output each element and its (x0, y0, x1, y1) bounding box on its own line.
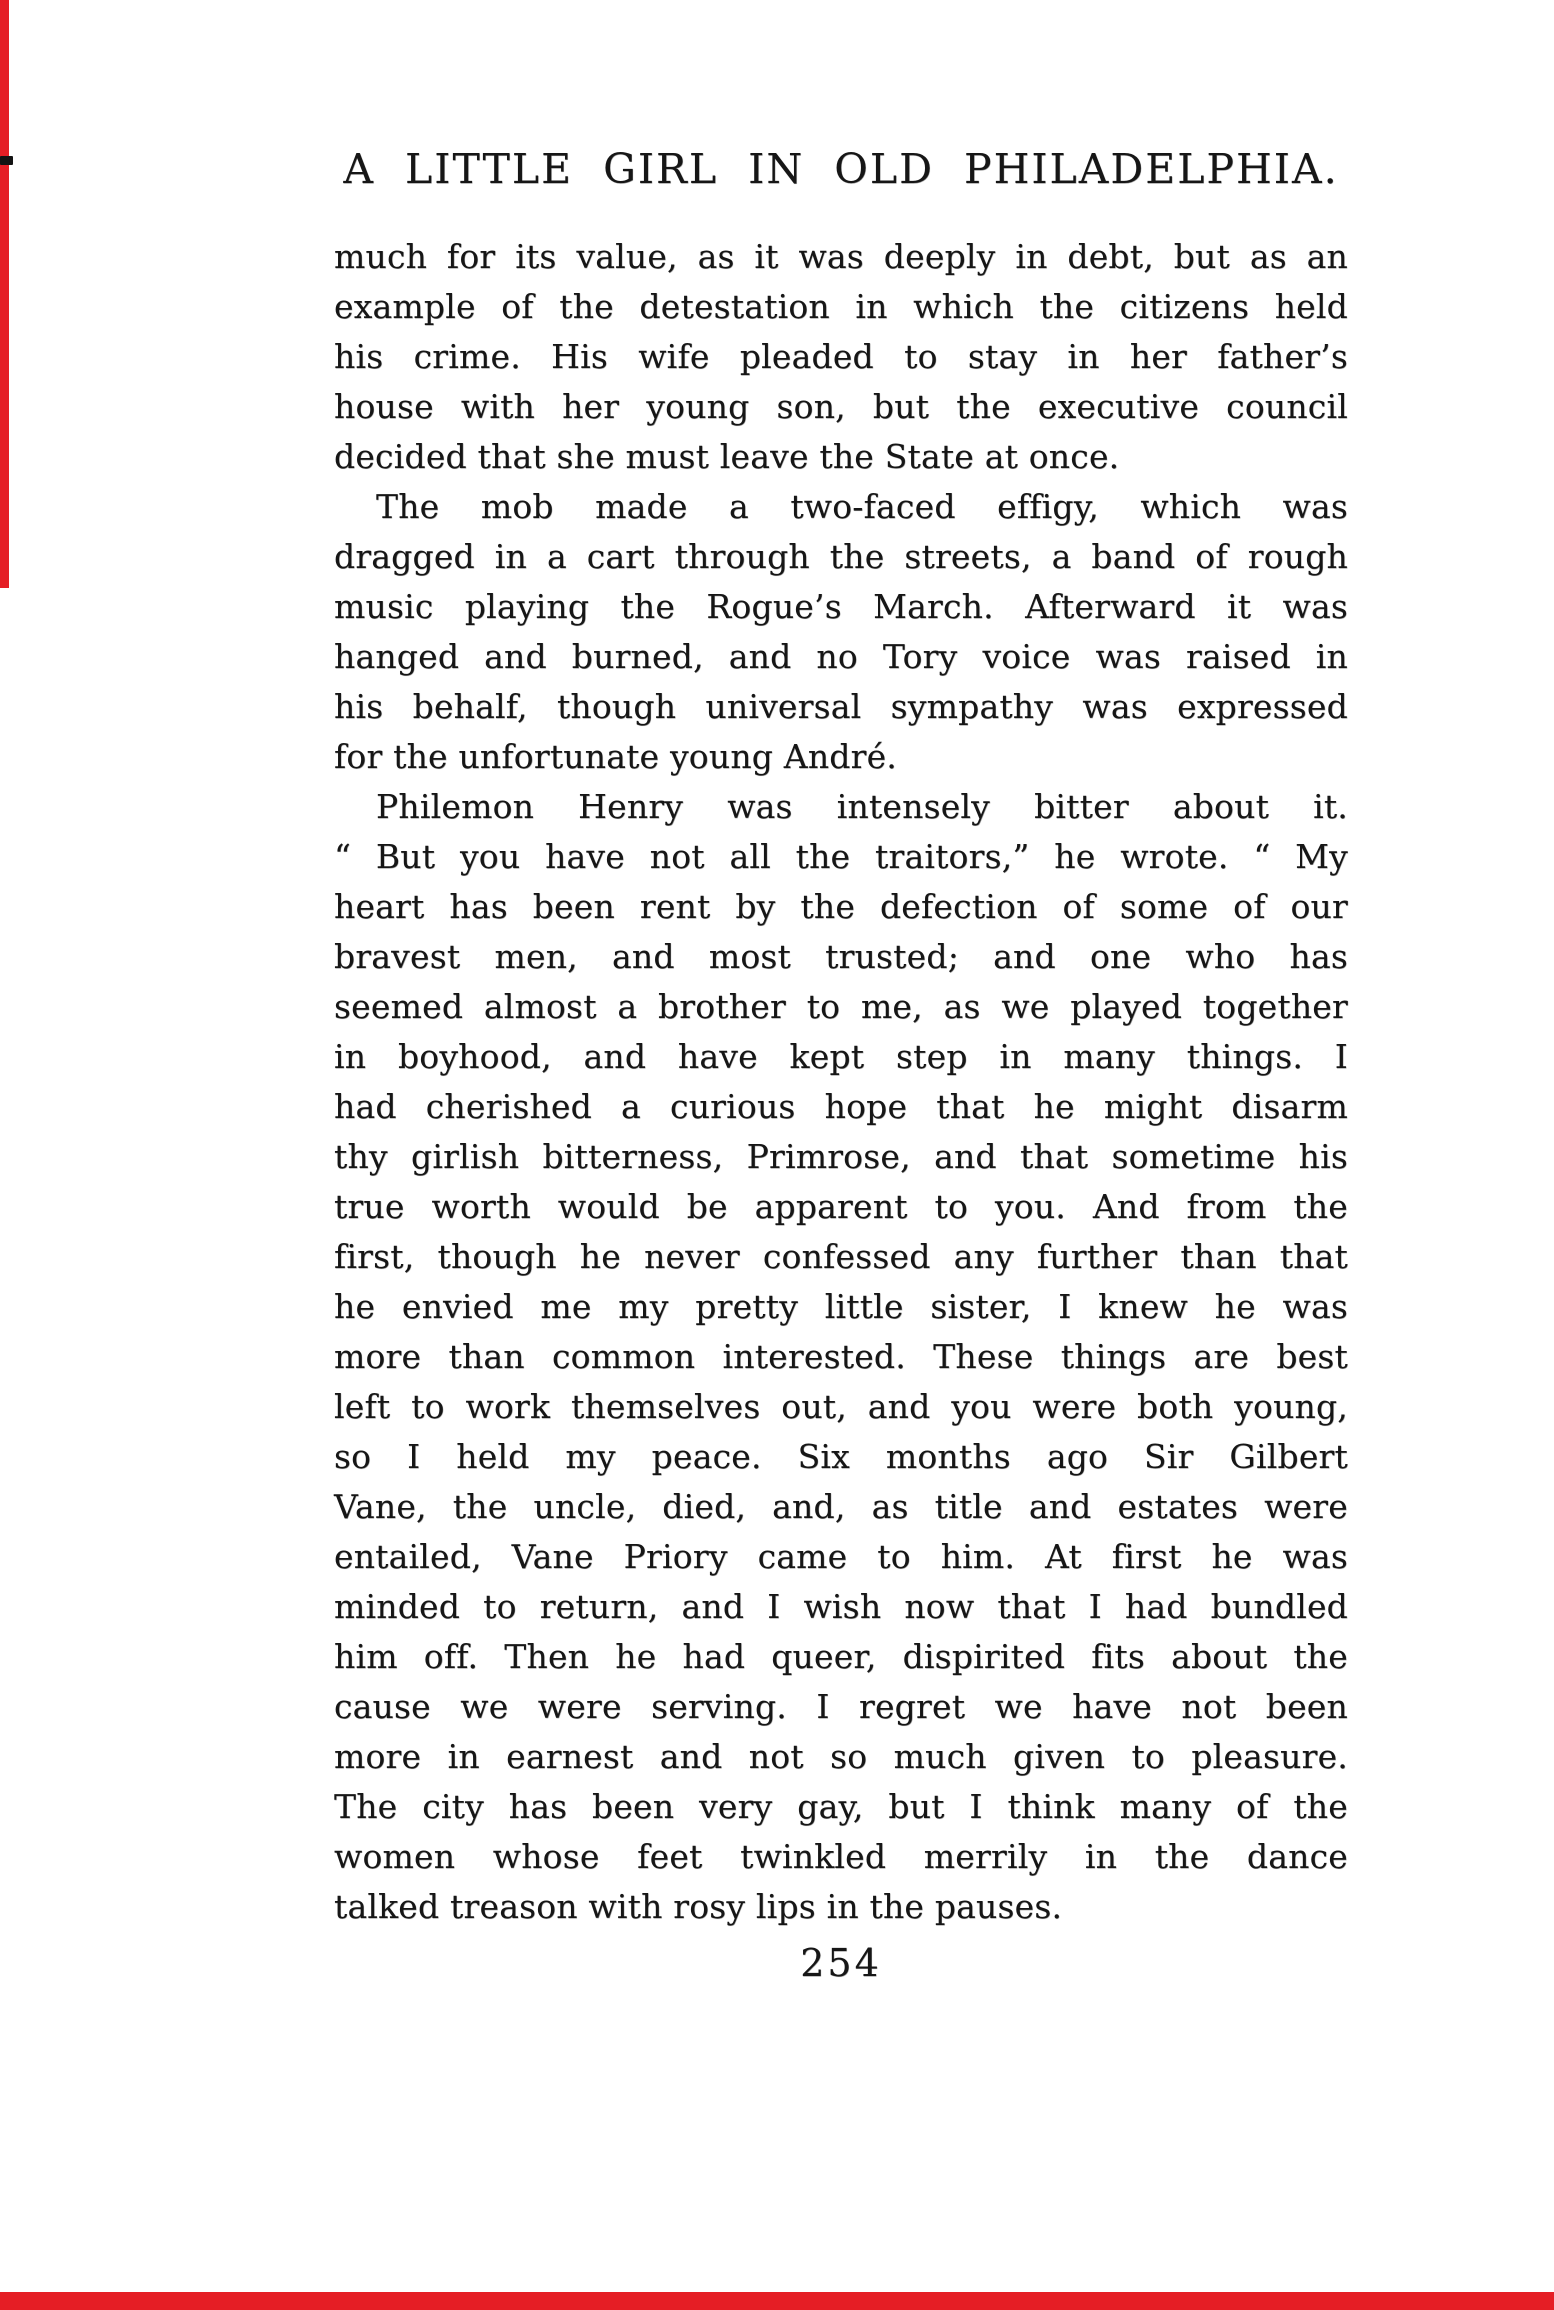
text-line: hanged and burned, and no Tory voice was raised in (334, 637, 1348, 676)
text-line: heart has been rent by the defection of some of our (334, 887, 1348, 926)
text-line: Vane, the uncle, died, and, as title and estates were (334, 1487, 1348, 1526)
page-body-text (334, 232, 1348, 1932)
text-line: “ But you have not all the traitors,” he wrote. “ My (334, 837, 1348, 876)
text-line: for the unfortunate young André. (334, 737, 898, 776)
text-line: example of the detestation in which the citizens held (334, 287, 1348, 326)
scan-edge-red-left (0, 0, 9, 588)
running-header: A LITTLE GIRL IN OLD PHILADELPHIA. (343, 145, 1339, 193)
text-line: seemed almost a brother to me, as we played together (334, 987, 1348, 1026)
text-line: true worth would be apparent to you. And from the (334, 1187, 1348, 1226)
text-line: house with her young son, but the executive council (334, 387, 1348, 426)
text-line: dragged in a cart through the streets, a band of rough (334, 537, 1348, 576)
text-line: in boyhood, and have kept step in many things. I (334, 1037, 1348, 1076)
text-line: cause we were serving. I regret we have not been (334, 1687, 1348, 1726)
text-line: had cherished a curious hope that he might disarm (334, 1087, 1348, 1126)
text-line: decided that she must leave the State at once. (334, 437, 1120, 476)
ink-mark (0, 156, 13, 165)
page-content (334, 0, 1348, 2310)
page-number: 254 (800, 1941, 882, 1985)
text-line: The city has been very gay, but I think many of the (334, 1787, 1348, 1826)
text-line: minded to return, and I wish now that I had bundled (334, 1587, 1348, 1626)
text-line: first, though he never confessed any further than that (334, 1237, 1348, 1276)
text-line: bravest men, and most trusted; and one who has (334, 937, 1348, 976)
text-line: him off. Then he had queer, dispirited fits about the (334, 1637, 1348, 1676)
text-line: left to work themselves out, and you were both young, (334, 1387, 1348, 1426)
text-line: women whose feet twinkled merrily in the dance (334, 1837, 1348, 1876)
text-line: The mob made a two-faced effigy, which was (376, 487, 1348, 526)
text-line: much for its value, as it was deeply in debt, but as an (334, 237, 1348, 276)
text-line: he envied me my pretty little sister, I knew he was (334, 1287, 1348, 1326)
text-line: more than common interested. These things are best (334, 1337, 1348, 1376)
text-line: Philemon Henry was intensely bitter about it. (376, 787, 1348, 826)
text-line: talked treason with rosy lips in the pauses. (334, 1887, 1063, 1926)
text-line: entailed, Vane Priory came to him. At first he was (334, 1537, 1348, 1576)
text-line: more in earnest and not so much given to pleasure. (334, 1737, 1348, 1776)
text-line: so I held my peace. Six months ago Sir Gilbert (334, 1437, 1348, 1476)
text-line: his crime. His wife pleaded to stay in her father’s (334, 337, 1348, 376)
text-line: his behalf, though universal sympathy was expressed (334, 687, 1348, 726)
text-line: thy girlish bitterness, Primrose, and that sometime his (334, 1137, 1348, 1176)
text-line: music playing the Rogue’s March. Afterward it was (334, 587, 1348, 626)
